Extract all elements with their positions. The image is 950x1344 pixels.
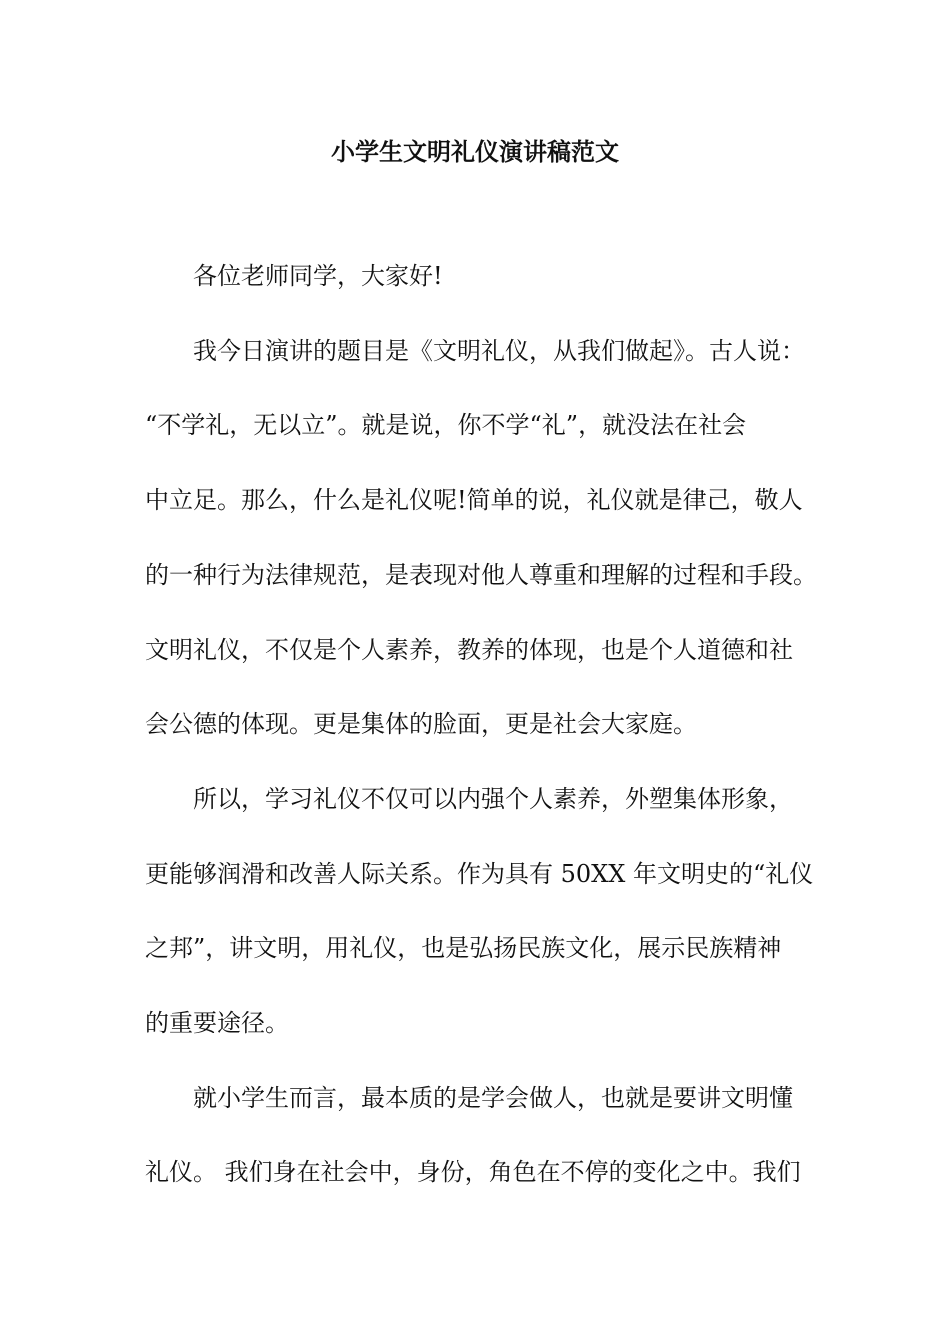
document-title: 小学生文明礼仪演讲稿范文 xyxy=(331,137,619,166)
paragraph-line: 的一种行为法律规范，是表现对他人尊重和理解的过程和手段。 xyxy=(145,561,817,589)
paragraph-line: 更能够润滑和改善人际关系。作为具有 50XX 年文明史的“礼仪 xyxy=(145,860,814,888)
paragraph-line: 会公德的体现。更是集体的脸面，更是社会大家庭。 xyxy=(145,710,697,738)
paragraph-line: 礼仪。 我们身在社会中，身份，角色在不停的变化之中。我们 xyxy=(145,1158,801,1186)
paragraph-line: 就小学生而言，最本质的是学会做人，也就是要讲文明懂 xyxy=(193,1084,793,1112)
paragraph-line: 文明礼仪，不仅是个人素养，教养的体现，也是个人道德和社 xyxy=(145,636,793,664)
paragraph-line: 的重要途径。 xyxy=(145,1009,289,1037)
paragraph-line: 之邦”，讲文明，用礼仪，也是弘扬民族文化，展示民族精神 xyxy=(145,934,782,962)
paragraph-line: 各位老师同学，大家好! xyxy=(193,262,443,290)
paragraph-line: 所以，学习礼仪不仅可以内强个人素养，外塑集体形象， xyxy=(193,785,793,813)
paragraph-line: 我今日演讲的题目是《文明礼仪，从我们做起》。古人说： xyxy=(193,337,805,365)
paragraph-line: “不学礼，无以立”。就是说，你不学“礼”，就没法在社会 xyxy=(145,411,747,439)
paragraph-line: 中立足。那么，什么是礼仪呢!简单的说，礼仪就是律己，敬人 xyxy=(145,486,803,514)
